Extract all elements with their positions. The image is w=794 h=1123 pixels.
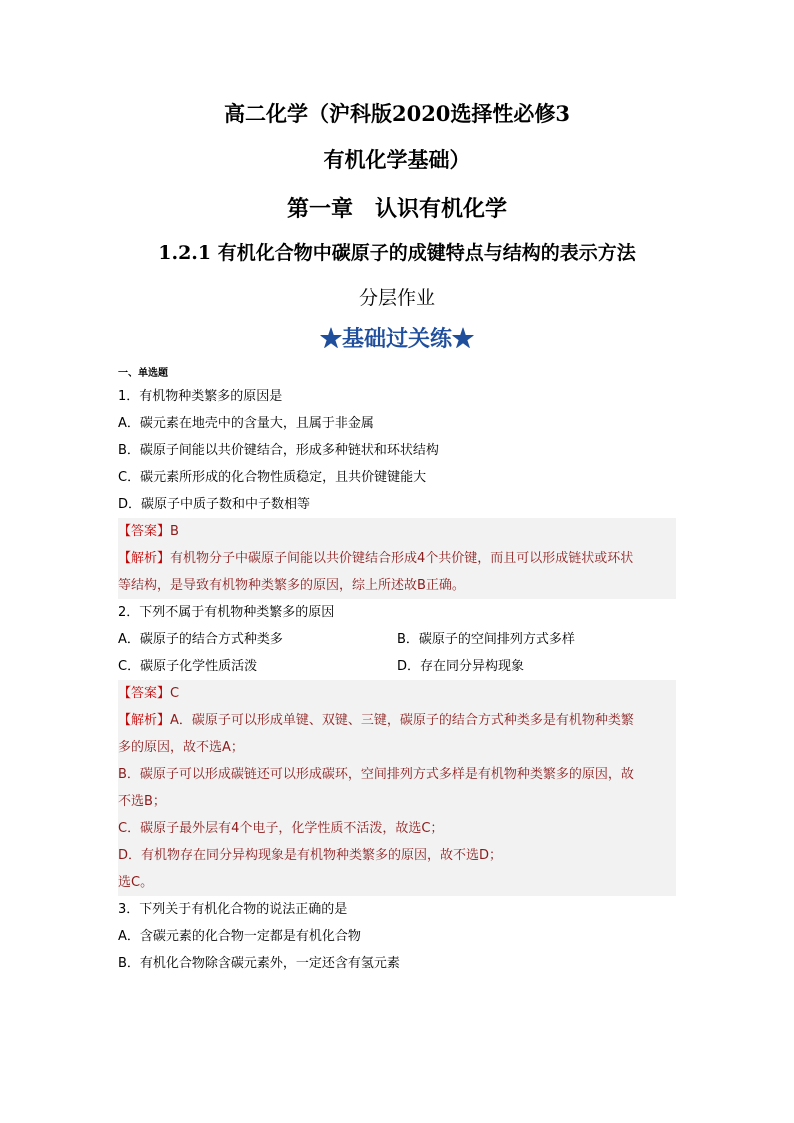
lesson-title: 1.2.1 有机化合物中碳原子的成键特点与结构的表示方法 [158, 242, 636, 264]
q1-option-a: A．碳元素在地壳中的含量大，且属于非金属 [118, 416, 374, 431]
q2-answer-value: C [170, 686, 180, 701]
q2-stem: 2．下列不属于有机物种类繁多的原因 [118, 605, 335, 620]
doc-title-line2: 有机化学基础） [323, 147, 471, 172]
q2-option-a: A．碳原子的结合方式种类多 [118, 632, 283, 647]
assignment-label: 分层作业 [358, 287, 435, 309]
q3-option-a: A．含碳元素的化合物一定都是有机化合物 [118, 929, 361, 944]
q1-option-b: B．碳原子间能以共价键结合，形成多种链状和环状结构 [118, 443, 439, 458]
q2-option-d: D．存在同分异构现象 [397, 659, 525, 674]
q2-analysis-text1: A．碳原子可以形成单键、双键、三键，碳原子的结合方式种类多是有机物种类繁 [170, 713, 634, 728]
q2-options-row1 [118, 626, 676, 653]
q1-answer-block [118, 518, 676, 599]
q2-option-b: B．碳原子的空间排列方式多样 [397, 632, 575, 647]
q1-option-d: D．碳原子中质子数和中子数相等 [118, 497, 311, 512]
q2-analysis-line1 [118, 707, 676, 734]
q2-option-c: C．碳原子化学性质活泼 [118, 659, 258, 674]
q2-analysis-line7: 选C。 [118, 875, 154, 890]
q1-stem: 1．有机物种类繁多的原因是 [118, 389, 283, 404]
q3-option-b: B．有机化合物除含碳元素外，一定还含有氢元素 [118, 956, 400, 971]
analysis-tag: 【解析】 [118, 713, 171, 728]
q2-analysis-line6: D．有机物存在同分异构现象是有机物种类繁多的原因，故不选D； [118, 848, 503, 863]
q2-analysis-line3: B．碳原子可以形成碳链还可以形成碳环，空间排列方式多样是有机物种类繁多的原因，故 [118, 767, 634, 782]
q1-answer [118, 518, 676, 545]
q2-options-row2 [118, 653, 676, 680]
q2-answer [118, 680, 676, 707]
q1-option-c: C．碳元素所形成的化合物性质稳定，且共价键键能大 [118, 470, 427, 485]
level-banner: ★基础过关练★ [319, 326, 474, 352]
doc-title-line1: 高二化学（沪科版2020选择性必修3 [223, 101, 571, 126]
q2-answer-block [118, 680, 676, 896]
q1-answer-value: B [170, 524, 179, 539]
q1-analysis-line1 [118, 545, 676, 572]
answer-tag: 【答案】 [118, 686, 171, 701]
q2-analysis-line2: 多的原因，故不选A； [118, 740, 244, 755]
analysis-tag: 【解析】 [118, 551, 171, 566]
chapter-title: 第一章 认识有机化学 [286, 196, 507, 222]
q3-stem: 3．下列关于有机化合物的说法正确的是 [118, 902, 348, 917]
answer-tag: 【答案】 [118, 524, 171, 539]
q2-analysis-line5: C．碳原子最外层有4个电子，化学性质不活泼，故选C； [118, 821, 444, 836]
q1-analysis-text1: 有机物分子中碳原子间能以共价键结合形成4个共价键，而且可以形成链状或环状 [170, 551, 634, 566]
q2-analysis-line4: 不选B； [118, 794, 166, 809]
section-heading: 一、单选题 [118, 368, 168, 379]
question-content [118, 367, 676, 977]
q1-analysis-line2: 等结构，是导致有机物种类繁多的原因，综上所述故B正确。 [118, 578, 465, 593]
